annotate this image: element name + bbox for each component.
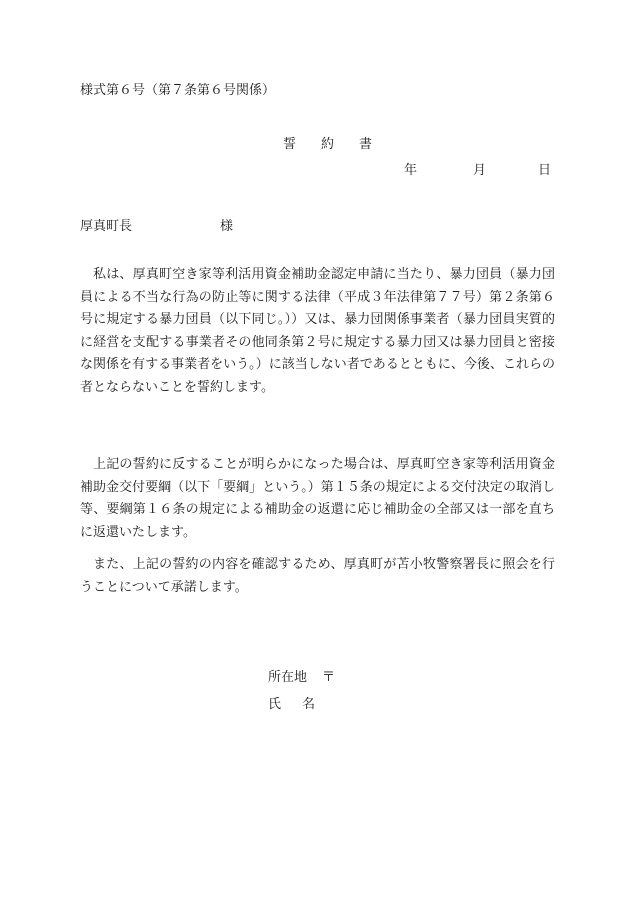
addressee-honorific: 様 (220, 219, 234, 234)
oath-paragraph-3: また、上記の誓約の内容を確認するため、厚真町が苫小牧警察署長に照会を行うことについて承諾します。 (80, 557, 555, 595)
date-month-label: 月 (473, 163, 487, 178)
form-number: 様式第６号（第７条第６号関係） (80, 83, 276, 98)
date-year-label: 年 (404, 163, 418, 178)
oath-paragraph-2: 上記の誓約に反することが明らかになった場合は、厚真町空き家等利活用資金補助金交付要綱（以下「要綱」という。）第１５条の規定による交付決定の取消し等、要綱第１６条の規定による補助金の返還に応じ補助金の全部又は一部を直ちに返還いたします。 (80, 457, 555, 540)
date-day-label: 日 (538, 163, 552, 178)
signature-address-label: 所在地 (268, 670, 308, 685)
document-title: 誓 約 書 (283, 137, 379, 152)
oath-paragraph-1: 私は、厚真町空き家等利活用資金補助金認定申請に当たり、暴力団員（暴力団員による不当な行為の防止等に関する法律（平成３年法律第７７号）第２条第６号に規定する暴力団員（以下同じ。））又は、暴力団関係事業者（暴力団員実質的に経営を支配する事業者その他同条第２号に規定する暴力団又は暴力団員と密接な関係を有する事業者をいう。）に該当しない者であるとともに、今後、これらの者とならないことを誓約します。 (80, 267, 555, 395)
addressee-name: 厚真町長 (80, 219, 133, 234)
postal-mark: 〒 (322, 670, 336, 685)
signature-name-label: 氏名 (268, 697, 337, 712)
